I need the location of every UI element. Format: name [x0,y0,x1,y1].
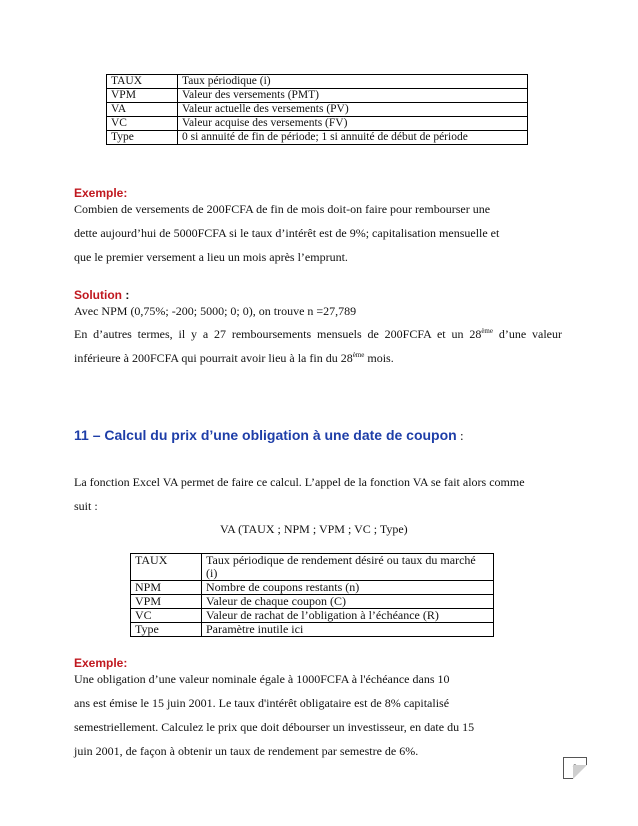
desc-cell: Valeur actuelle des versements (PV) [178,103,528,117]
superscript: ème [352,351,365,359]
example-line: juin 2001, de façon à obtenir un taux de rendement par semestre de 6%. [74,744,419,758]
solution-label: Solution [74,288,122,302]
formula: VA (TAUX ; NPM ; VPM ; VC ; Type) [220,522,408,536]
table-row [107,117,528,131]
example-line: dette aujourd’hui de 5000FCFA si le taux d’intérêt est de 9%; capitalisation mensuelle et [74,226,500,240]
desc-cell: Valeur des versements (PMT) [178,89,528,103]
desc-cell: Taux périodique (i) [178,75,528,89]
table-row [131,554,494,581]
desc-cell: Valeur de rachat de l’obligation à l’échéance (R) [202,609,494,623]
solution-line [74,326,562,342]
example-line: Combien de versements de 200FCFA de fin de mois doit-on faire pour rembourser une [74,202,491,216]
table-row [131,609,494,623]
solution-line: Avec NPM (0,75%; -200; 5000; 0; 0), on trouve n =27,789 [74,304,357,318]
superscript: ème [481,327,493,335]
param-cell: TAUX [107,75,178,89]
param-cell: VA [107,103,178,117]
param-cell: NPM [131,581,202,595]
solution-text: d’une valeur [493,327,562,341]
table-row [107,75,528,89]
solution-text: inférieure à 200FCFA qui pourrait avoir lieu à la fin du 28 [74,351,353,365]
solution-label-group [74,288,129,303]
desc-cell: 0 si annuité de fin de période; 1 si annuité de début de période [178,131,528,145]
desc-cell: Taux périodique de rendement désiré ou taux du marché (i) [202,554,494,581]
param-cell: VPM [131,595,202,609]
desc-cell: Valeur acquise des versements (FV) [178,117,528,131]
param-cell: TAUX [131,554,202,581]
solution-text: mois. [364,351,394,365]
intro-line: La fonction Excel VA permet de faire ce calcul. L’appel de la fonction VA se fait alors comme [74,475,525,489]
section-title: 11 – Calcul du prix d’une obligation à une date de coupon [74,427,457,443]
example-line: semestriellement. Calculez le prix que doit débourser un investisseur, en date du 15 [74,720,475,734]
example-label: Exemple: [74,656,128,670]
desc-cell: Nombre de coupons restants (n) [202,581,494,595]
param-cell: Type [107,131,178,145]
example-line: ans est émise le 15 juin 2001. Le taux d'intérêt obligataire est de 8% capitalisé [74,696,450,710]
page-number [563,757,587,779]
table-row [107,103,528,117]
parameters-table-1 [106,74,528,145]
example-line: que le premier versement a lieu un mois après l’emprunt. [74,250,348,264]
desc-cell: Valeur de chaque coupon (C) [202,595,494,609]
example-line: Une obligation d’une valeur nominale égale à 1000FCFA à l'échéance dans 10 [74,672,450,686]
section-colon: : [456,428,464,443]
solution-colon: : [122,288,130,302]
param-cell: VC [131,609,202,623]
table-row [131,595,494,609]
example-label: Exemple: [74,186,128,200]
param-cell: VPM [107,89,178,103]
table-row [107,89,528,103]
table-row [131,623,494,637]
page-fold-icon [573,765,587,779]
param-cell: VC [107,117,178,131]
section-heading [74,427,464,444]
solution-text: En d’autres termes, il y a 27 remboursements mensuels de 200FCFA et un 28 [74,327,482,341]
desc-cell: Paramètre inutile ici [202,623,494,637]
intro-line: suit : [74,499,98,513]
solution-line [74,350,394,366]
table-row [107,131,528,145]
table-row [131,581,494,595]
param-cell: Type [131,623,202,637]
parameters-table-2 [130,553,494,637]
page-number-text: 9 [572,763,578,773]
